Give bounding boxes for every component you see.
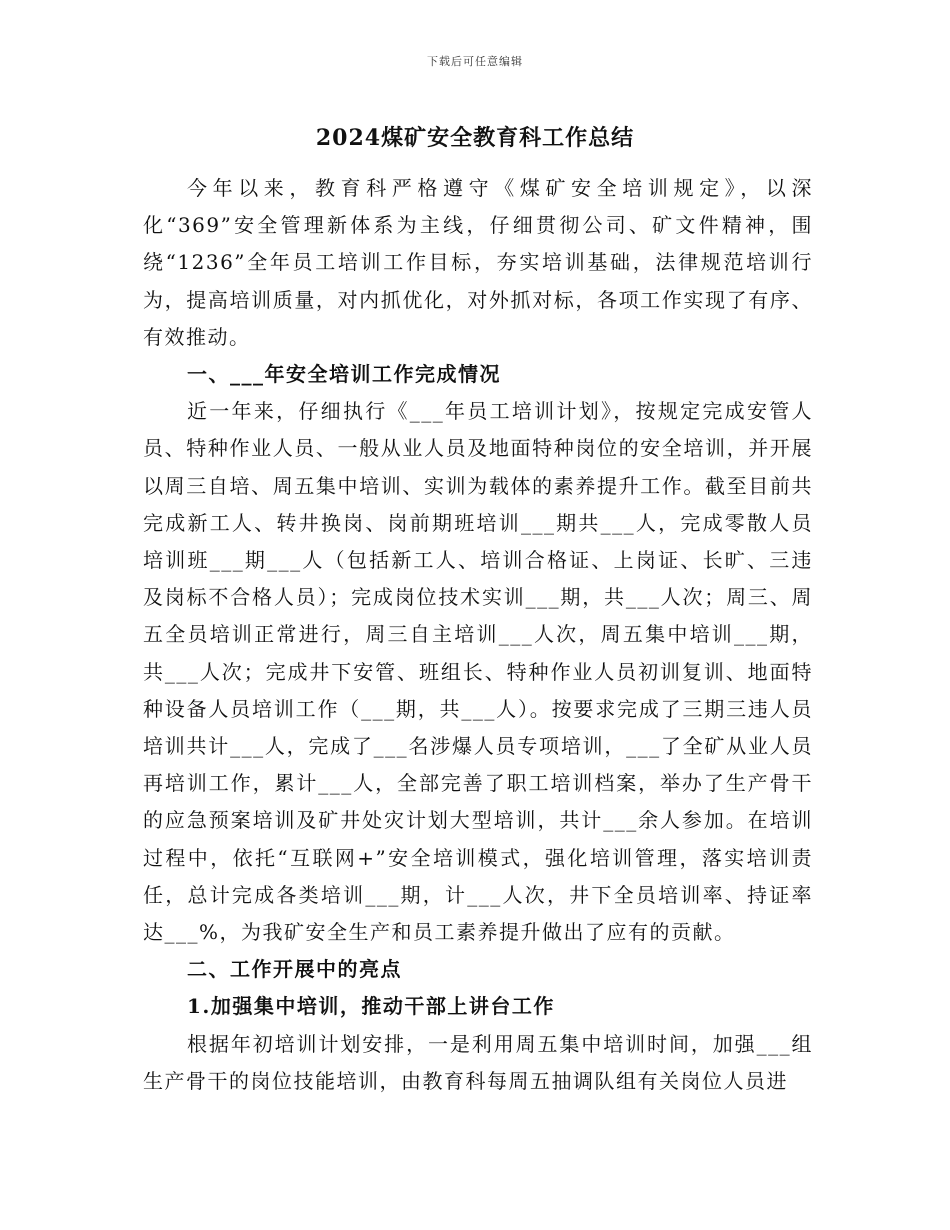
section-1-heading: 一、___年安全培训工作完成情况 bbox=[187, 362, 501, 387]
document-title: 2024煤矿安全教育科工作总结 bbox=[315, 125, 635, 151]
subsection-1-heading: 1.加强集中培训，推动干部上讲台工作 bbox=[187, 994, 555, 1019]
intro-paragraph: 今年以来，教育科严格遵守《煤矿安全培训规定》，以深化“369”安全管理新体系为主线，仔细贯彻公司、矿文件精神，围绕“1236”全年员工培训工作目标，夯实培训基础，法律规范培训行为，提高培训质量，对内抓优化，对外抓对标，各项工作实现了有序、有效推动。 bbox=[143, 176, 813, 349]
document-body bbox=[143, 170, 813, 1100]
section-1-paragraph: 近一年来，仔细执行《___年员工培训计划》，按规定完成安管人员、特种作业人员、一般从业人员及地面特种岗位的安全培训，并开展以周三自培、周五集中培训、实训为载体的素养提升工作。截至目前共完成新工人、转井换岗、岗前期班培训___期共___人，完成零散人员培训班___期___人（包括新工人、培训合格证、上岗证、长旷、三违及岗标不合格人员）；完成岗位技术实训___期，共___人次；周三、周五全员培训正常进行，周三自主培训___人次，周五集中培训___期，共___人次；完成井下安管、班组长、特种作业人员初训复训、地面特种设备人员培训工作（___期，共___人）。按要求完成了三期三违人员培训共计___人，完成了___名涉爆人员专项培训，___了全矿从业人员再培训工作，累计___人，全部完善了职工培训档案，举办了生产骨干的应急预案培训及矿井处灾计划大型培训，共计___余人参加。在培训过程中，依托“互联网+”安全培训模式，强化培训管理，落实培训责任，总计完成各类培训___期，计___人次，井下全员培训率、持证率达___%，为我矿安全生产和员工素养提升做出了应有的贡献。 bbox=[143, 399, 813, 945]
subsection-1-paragraph: 根据年初培训计划安排，一是利用周五集中培训时间，加强___组生产骨干的岗位技能培训，由教育科每周五抽调队组有关岗位人员进 bbox=[143, 1031, 813, 1093]
section-2-heading: 二、工作开展中的亮点 bbox=[187, 957, 402, 982]
download-note: 下载后可任意编辑 bbox=[427, 55, 523, 68]
